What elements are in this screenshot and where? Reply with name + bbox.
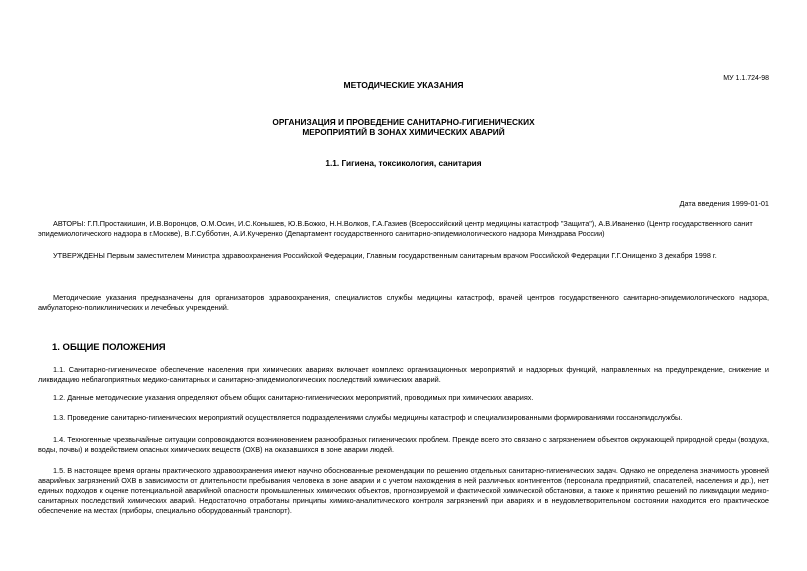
document-subtitle: 1.1. Гигиена, токсикология, санитария — [325, 158, 482, 168]
document-code: МУ 1.1.724-98 — [723, 75, 769, 82]
paragraph-1-5: 1.5. В настоящее время органы практического здравоохранения имеют научно обоснованные рекомендации по решению отдельных санитарно-гигиенических задач. Однако не определена значимость уровней аварийных загрязнений ОХВ в зависимости от длительности пребывания человека в зоне аварии и с учетом нахождения в ней различных контингентов (персонала предприятий, спасателей, населения и др.), нет единых подходов к оценке потенциальной аварийной опасности промышленных химических объектов, прогнозируемой и фактической химической обстановки, а также к принятию решений по ликвидации медико-санитарных последствий химических аварий. Недостаточно отработаны принципы химико-аналитического контроля загрязнений при авариях и в неудовлетворительном состоянии находится его практическое обеспечение на местах (приборы, специально оборудованный транспорт). — [38, 466, 769, 515]
title-line-1: ОРГАНИЗАЦИЯ И ПРОВЕДЕНИЕ САНИТАРНО-ГИГИЕНИЧЕСКИХ — [272, 117, 535, 127]
paragraph-1-2: 1.2. Данные методические указания определяют объем общих санитарно-гигиенических мероприятий, проводимых при химических авариях. — [53, 393, 534, 402]
authors — [38, 219, 769, 239]
title-line-2: МЕРОПРИЯТИЙ В ЗОНАХ ХИМИЧЕСКИХ АВАРИЙ — [302, 127, 505, 137]
section-title: 1. ОБЩИЕ ПОЛОЖЕНИЯ — [52, 342, 166, 353]
document-type: МЕТОДИЧЕСКИЕ УКАЗАНИЯ — [343, 80, 464, 90]
intro-paragraph: Методические указания предназначены для организаторов здравоохранения, специалистов службы медицины катастроф, врачей центров государственного санитарно-эпидемиологического надзора, амбулаторно-поликлинических и лечебных учреждений. — [38, 293, 769, 312]
authors-line-2: эпидемиологического надзора в г.Москве), В.Г.Субботин, А.И.Кучеренко (Департамент государственного санитарно-эпидемиологического надзора Минздрава России) — [38, 229, 605, 238]
approved-by: УТВЕРЖДЕНЫ Первым заместителем Министра здравоохранения Российской Федерации, Главным государственным санитарным врачом Российской Федерации Г.Г.Онищенко 3 декабря 1998 г. — [53, 251, 717, 260]
paragraph-1-3: 1.3. Проведение санитарно-гигиенических мероприятий осуществляется подразделениями службы медицины катастроф и специализированными формированиями госсанэпидслужбы. — [53, 413, 683, 422]
authors-line-1: АВТОРЫ: Г.П.Простакишин, И.В.Воронцов, О.М.Осин, И.С.Конышев, Ю.В.Божко, Н.Н.Волков, Г.А.Газиев (Всероссийский центр медицины катастроф "Защита"), А.В.Иваненко (Центр государственного санит — [53, 219, 753, 228]
paragraph-1-1: 1.1. Санитарно-гигиеническое обеспечение населения при химических авариях включает комплекс организационных мероприятий и надзорных функций, направленных на предупреждение, снижение и ликвидацию неблагоприятных медико-санитарных и санитарно-эпидемиологических последствий химических аварий. — [38, 365, 769, 384]
date-introduced: Дата введения 1999-01-01 — [679, 199, 769, 208]
document-title — [0, 117, 807, 137]
paragraph-1-4: 1.4. Техногенные чрезвычайные ситуации сопровождаются возникновением разнообразных гигиенических проблем. Прежде всего это связано с загрязнением объектов окружающей природной среды (воздуха, воды, почвы) и воздействием опасных химических веществ (ОХВ) на оказавшихся в зоне аварии людей. — [38, 435, 769, 454]
